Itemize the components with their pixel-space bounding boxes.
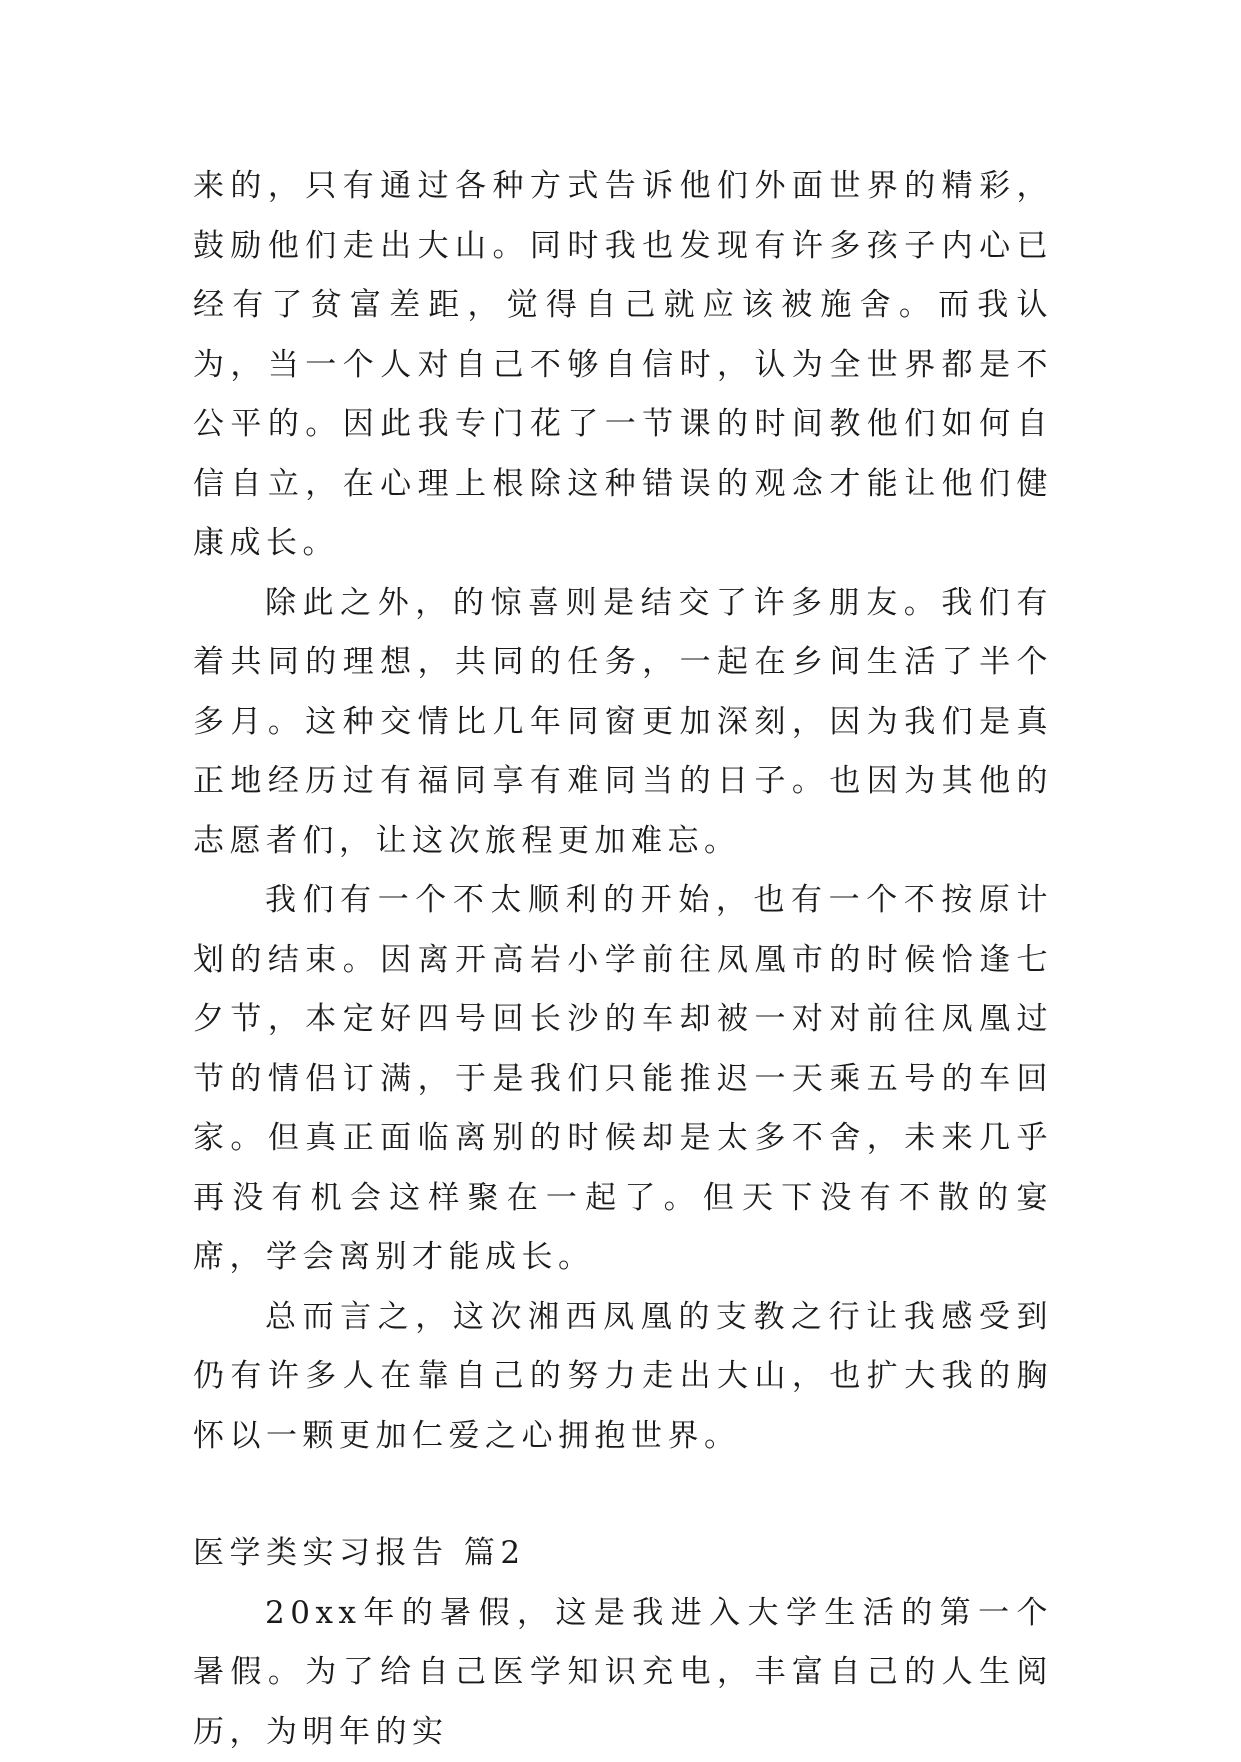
document-body	[193, 157, 1053, 1762]
paragraph: 来的，只有通过各种方式告诉他们外面世界的精彩，鼓励他们走出大山。同时我也发现有许多孩子内心已经有了贫富差距，觉得自己就应该被施舍。而我认为，当一个人对自己不够自信时，认为全世界都是不公平的。因此我专门花了一节课的时间教他们如何自信自立，在心理上根除这种错误的观念才能让他们健康成长。	[193, 157, 1053, 574]
paragraph: 除此之外，的惊喜则是结交了许多朋友。我们有着共同的理想，共同的任务，一起在乡间生活了半个多月。这种交情比几年同窗更加深刻，因为我们是真正地经历过有福同享有难同当的日子。也因为其他的志愿者们，让这次旅程更加难忘。	[193, 574, 1053, 872]
paragraph: 总而言之，这次湘西凤凰的支教之行让我感受到仍有许多人在靠自己的努力走出大山，也扩大我的胸怀以一颗更加仁爱之心拥抱世界。	[193, 1288, 1053, 1467]
section-heading: 医学类实习报告 篇2	[193, 1524, 1053, 1584]
paragraph: 20xx年的暑假，这是我进入大学生活的第一个暑假。为了给自己医学知识充电，丰富自己的人生阅历，为明年的实	[193, 1584, 1053, 1762]
paragraph: 我们有一个不太顺利的开始，也有一个不按原计划的结束。因离开高岩小学前往凤凰市的时候恰逢七夕节，本定好四号回长沙的车却被一对对前往凤凰过节的情侣订满，于是我们只能推迟一天乘五号的车回家。但真正面临离别的时候却是太多不舍，未来几乎再没有机会这样聚在一起了。但天下没有不散的宴席，学会离别才能成长。	[193, 871, 1053, 1288]
